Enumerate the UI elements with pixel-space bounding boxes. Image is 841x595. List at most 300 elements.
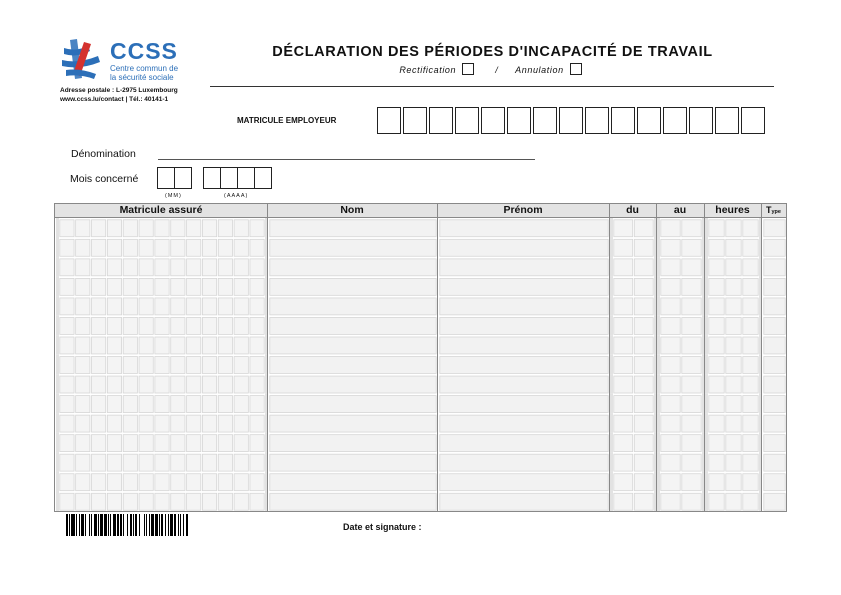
cell-matricule[interactable]	[91, 396, 105, 413]
cell-matricule[interactable]	[202, 415, 216, 432]
cell-matricule[interactable]	[123, 337, 137, 354]
cell-du[interactable]	[614, 298, 633, 315]
cell-heures[interactable]	[709, 259, 724, 276]
cell-matricule[interactable]	[139, 493, 153, 510]
cell-matricule[interactable]	[76, 454, 90, 471]
cell-matricule[interactable]	[123, 220, 137, 237]
cell-matricule[interactable]	[107, 435, 121, 452]
cell-matricule[interactable]	[123, 454, 137, 471]
cell-heures[interactable]	[726, 493, 741, 510]
cell-du[interactable]	[634, 220, 653, 237]
month-boxes[interactable]	[157, 167, 191, 189]
cell-matricule[interactable]	[171, 493, 185, 510]
cell-matricule[interactable]	[60, 493, 74, 510]
cell-matricule[interactable]	[187, 396, 201, 413]
cell-matricule[interactable]	[187, 435, 201, 452]
cell-du[interactable]	[614, 317, 633, 334]
cell-matricule[interactable]	[155, 454, 169, 471]
cell-matricule[interactable]	[171, 278, 185, 295]
cell-matricule[interactable]	[250, 415, 264, 432]
employer-matricule-box[interactable]	[377, 107, 401, 134]
cell-type[interactable]	[764, 435, 785, 452]
cell-prenom[interactable]	[440, 454, 608, 471]
cell-matricule[interactable]	[60, 337, 74, 354]
cell-matricule[interactable]	[60, 357, 74, 374]
cell-au[interactable]	[682, 396, 701, 413]
cell-matricule[interactable]	[76, 396, 90, 413]
cell-heures[interactable]	[726, 474, 741, 491]
cell-prenom[interactable]	[440, 239, 608, 256]
cell-matricule[interactable]	[60, 220, 74, 237]
cell-matricule[interactable]	[234, 337, 248, 354]
cell-type[interactable]	[764, 278, 785, 295]
cell-du[interactable]	[614, 493, 633, 510]
cell-du[interactable]	[634, 317, 653, 334]
cell-au[interactable]	[682, 220, 701, 237]
cell-matricule[interactable]	[171, 474, 185, 491]
cell-type[interactable]	[764, 259, 785, 276]
cell-matricule[interactable]	[234, 357, 248, 374]
annulation-checkbox[interactable]	[570, 63, 582, 75]
employer-matricule-box[interactable]	[507, 107, 531, 134]
cell-matricule[interactable]	[91, 278, 105, 295]
cell-heures[interactable]	[709, 454, 724, 471]
cell-au[interactable]	[682, 474, 701, 491]
cell-matricule[interactable]	[76, 357, 90, 374]
cell-du[interactable]	[614, 396, 633, 413]
cell-matricule[interactable]	[107, 337, 121, 354]
cell-matricule[interactable]	[202, 337, 216, 354]
cell-au[interactable]	[661, 239, 680, 256]
cell-matricule[interactable]	[155, 435, 169, 452]
cell-heures[interactable]	[726, 239, 741, 256]
cell-matricule[interactable]	[155, 376, 169, 393]
cell-type[interactable]	[764, 376, 785, 393]
cell-matricule[interactable]	[171, 435, 185, 452]
employer-matricule-box[interactable]	[689, 107, 713, 134]
employer-matricule-box[interactable]	[533, 107, 557, 134]
cell-au[interactable]	[682, 415, 701, 432]
cell-type[interactable]	[764, 493, 785, 510]
cell-au[interactable]	[682, 298, 701, 315]
cell-matricule[interactable]	[171, 317, 185, 334]
cell-heures[interactable]	[726, 435, 741, 452]
cell-heures[interactable]	[743, 220, 758, 237]
cell-heures[interactable]	[709, 278, 724, 295]
cell-matricule[interactable]	[187, 239, 201, 256]
cell-matricule[interactable]	[250, 317, 264, 334]
cell-matricule[interactable]	[234, 493, 248, 510]
cell-matricule[interactable]	[218, 259, 232, 276]
cell-matricule[interactable]	[76, 337, 90, 354]
cell-prenom[interactable]	[440, 493, 608, 510]
cell-nom[interactable]	[270, 493, 436, 510]
cell-au[interactable]	[682, 435, 701, 452]
cell-matricule[interactable]	[139, 278, 153, 295]
cell-matricule[interactable]	[123, 317, 137, 334]
cell-matricule[interactable]	[187, 259, 201, 276]
cell-au[interactable]	[661, 454, 680, 471]
cell-matricule[interactable]	[218, 239, 232, 256]
cell-matricule[interactable]	[123, 415, 137, 432]
cell-nom[interactable]	[270, 317, 436, 334]
cell-matricule[interactable]	[250, 337, 264, 354]
cell-matricule[interactable]	[171, 220, 185, 237]
cell-type[interactable]	[764, 239, 785, 256]
cell-matricule[interactable]	[218, 357, 232, 374]
cell-matricule[interactable]	[123, 435, 137, 452]
cell-matricule[interactable]	[91, 454, 105, 471]
cell-type[interactable]	[764, 337, 785, 354]
cell-type[interactable]	[764, 415, 785, 432]
cell-heures[interactable]	[726, 376, 741, 393]
cell-matricule[interactable]	[139, 396, 153, 413]
cell-matricule[interactable]	[60, 474, 74, 491]
cell-au[interactable]	[661, 317, 680, 334]
cell-au[interactable]	[661, 415, 680, 432]
employer-matricule-box[interactable]	[429, 107, 453, 134]
cell-matricule[interactable]	[155, 278, 169, 295]
cell-matricule[interactable]	[155, 415, 169, 432]
cell-matricule[interactable]	[202, 278, 216, 295]
employer-matricule-box[interactable]	[559, 107, 583, 134]
cell-du[interactable]	[614, 357, 633, 374]
cell-matricule[interactable]	[107, 239, 121, 256]
cell-matricule[interactable]	[123, 357, 137, 374]
cell-matricule[interactable]	[187, 474, 201, 491]
employer-matricule-box[interactable]	[455, 107, 479, 134]
cell-du[interactable]	[634, 357, 653, 374]
year-boxes[interactable]	[203, 167, 271, 189]
cell-matricule[interactable]	[91, 415, 105, 432]
cell-au[interactable]	[682, 454, 701, 471]
cell-prenom[interactable]	[440, 396, 608, 413]
cell-matricule[interactable]	[187, 298, 201, 315]
cell-matricule[interactable]	[76, 239, 90, 256]
cell-matricule[interactable]	[60, 278, 74, 295]
cell-matricule[interactable]	[91, 337, 105, 354]
cell-matricule[interactable]	[171, 454, 185, 471]
cell-heures[interactable]	[709, 396, 724, 413]
cell-matricule[interactable]	[250, 474, 264, 491]
employer-matricule-box[interactable]	[481, 107, 505, 134]
cell-heures[interactable]	[726, 337, 741, 354]
cell-du[interactable]	[614, 435, 633, 452]
cell-heures[interactable]	[743, 396, 758, 413]
cell-heures[interactable]	[709, 317, 724, 334]
cell-matricule[interactable]	[218, 493, 232, 510]
cell-matricule[interactable]	[171, 259, 185, 276]
cell-matricule[interactable]	[91, 376, 105, 393]
cell-matricule[interactable]	[218, 376, 232, 393]
cell-au[interactable]	[682, 278, 701, 295]
cell-nom[interactable]	[270, 259, 436, 276]
cell-matricule[interactable]	[202, 259, 216, 276]
cell-au[interactable]	[682, 317, 701, 334]
cell-matricule[interactable]	[202, 239, 216, 256]
cell-type[interactable]	[764, 396, 785, 413]
cell-heures[interactable]	[709, 493, 724, 510]
cell-matricule[interactable]	[202, 298, 216, 315]
cell-matricule[interactable]	[250, 435, 264, 452]
employer-matricule-box[interactable]	[663, 107, 687, 134]
cell-heures[interactable]	[743, 239, 758, 256]
cell-matricule[interactable]	[123, 239, 137, 256]
cell-prenom[interactable]	[440, 259, 608, 276]
cell-matricule[interactable]	[187, 278, 201, 295]
cell-au[interactable]	[682, 259, 701, 276]
cell-matricule[interactable]	[250, 357, 264, 374]
cell-prenom[interactable]	[440, 474, 608, 491]
cell-matricule[interactable]	[218, 220, 232, 237]
employer-matricule-box[interactable]	[715, 107, 739, 134]
cell-matricule[interactable]	[107, 298, 121, 315]
cell-matricule[interactable]	[76, 259, 90, 276]
cell-matricule[interactable]	[155, 337, 169, 354]
cell-prenom[interactable]	[440, 278, 608, 295]
cell-heures[interactable]	[743, 259, 758, 276]
cell-du[interactable]	[614, 220, 633, 237]
cell-nom[interactable]	[270, 474, 436, 491]
cell-matricule[interactable]	[202, 435, 216, 452]
cell-nom[interactable]	[270, 454, 436, 471]
cell-matricule[interactable]	[234, 474, 248, 491]
cell-heures[interactable]	[726, 220, 741, 237]
cell-matricule[interactable]	[91, 298, 105, 315]
cell-au[interactable]	[661, 337, 680, 354]
cell-matricule[interactable]	[218, 396, 232, 413]
cell-matricule[interactable]	[202, 317, 216, 334]
cell-matricule[interactable]	[250, 454, 264, 471]
cell-heures[interactable]	[709, 435, 724, 452]
cell-matricule[interactable]	[155, 220, 169, 237]
cell-matricule[interactable]	[123, 376, 137, 393]
cell-matricule[interactable]	[155, 298, 169, 315]
cell-matricule[interactable]	[250, 259, 264, 276]
cell-matricule[interactable]	[60, 396, 74, 413]
cell-matricule[interactable]	[234, 415, 248, 432]
cell-matricule[interactable]	[139, 357, 153, 374]
cell-matricule[interactable]	[202, 454, 216, 471]
cell-au[interactable]	[661, 259, 680, 276]
cell-heures[interactable]	[726, 278, 741, 295]
cell-matricule[interactable]	[107, 220, 121, 237]
cell-matricule[interactable]	[91, 357, 105, 374]
cell-matricule[interactable]	[139, 435, 153, 452]
cell-matricule[interactable]	[107, 357, 121, 374]
employer-matricule-box[interactable]	[585, 107, 609, 134]
cell-nom[interactable]	[270, 357, 436, 374]
cell-heures[interactable]	[743, 415, 758, 432]
cell-du[interactable]	[634, 396, 653, 413]
cell-matricule[interactable]	[250, 376, 264, 393]
cell-nom[interactable]	[270, 396, 436, 413]
cell-heures[interactable]	[709, 220, 724, 237]
cell-matricule[interactable]	[155, 239, 169, 256]
cell-prenom[interactable]	[440, 435, 608, 452]
cell-matricule[interactable]	[202, 493, 216, 510]
cell-nom[interactable]	[270, 220, 436, 237]
cell-heures[interactable]	[726, 415, 741, 432]
cell-matricule[interactable]	[60, 259, 74, 276]
cell-type[interactable]	[764, 317, 785, 334]
cell-du[interactable]	[614, 454, 633, 471]
cell-matricule[interactable]	[60, 435, 74, 452]
cell-matricule[interactable]	[234, 454, 248, 471]
cell-matricule[interactable]	[60, 298, 74, 315]
cell-matricule[interactable]	[234, 376, 248, 393]
cell-matricule[interactable]	[139, 220, 153, 237]
cell-du[interactable]	[634, 298, 653, 315]
cell-matricule[interactable]	[107, 317, 121, 334]
cell-du[interactable]	[614, 239, 633, 256]
employer-matricule-box[interactable]	[403, 107, 427, 134]
cell-au[interactable]	[661, 396, 680, 413]
cell-matricule[interactable]	[218, 474, 232, 491]
cell-matricule[interactable]	[234, 239, 248, 256]
cell-matricule[interactable]	[171, 396, 185, 413]
cell-matricule[interactable]	[91, 435, 105, 452]
cell-nom[interactable]	[270, 337, 436, 354]
cell-matricule[interactable]	[234, 435, 248, 452]
cell-matricule[interactable]	[139, 474, 153, 491]
cell-au[interactable]	[682, 376, 701, 393]
cell-heures[interactable]	[743, 357, 758, 374]
cell-du[interactable]	[634, 259, 653, 276]
cell-matricule[interactable]	[123, 278, 137, 295]
cell-au[interactable]	[661, 376, 680, 393]
cell-matricule[interactable]	[234, 317, 248, 334]
cell-heures[interactable]	[709, 474, 724, 491]
cell-heures[interactable]	[709, 239, 724, 256]
cell-au[interactable]	[682, 357, 701, 374]
cell-matricule[interactable]	[155, 317, 169, 334]
cell-matricule[interactable]	[202, 396, 216, 413]
cell-matricule[interactable]	[123, 298, 137, 315]
cell-du[interactable]	[614, 337, 633, 354]
cell-matricule[interactable]	[91, 220, 105, 237]
cell-type[interactable]	[764, 454, 785, 471]
cell-matricule[interactable]	[171, 239, 185, 256]
cell-matricule[interactable]	[202, 220, 216, 237]
cell-matricule[interactable]	[107, 259, 121, 276]
cell-matricule[interactable]	[187, 337, 201, 354]
cell-nom[interactable]	[270, 435, 436, 452]
cell-matricule[interactable]	[187, 220, 201, 237]
cell-matricule[interactable]	[171, 357, 185, 374]
cell-matricule[interactable]	[76, 298, 90, 315]
cell-au[interactable]	[661, 220, 680, 237]
cell-matricule[interactable]	[60, 239, 74, 256]
employer-matricule-box[interactable]	[637, 107, 661, 134]
cell-au[interactable]	[682, 493, 701, 510]
cell-au[interactable]	[682, 239, 701, 256]
cell-matricule[interactable]	[187, 357, 201, 374]
cell-matricule[interactable]	[60, 317, 74, 334]
cell-heures[interactable]	[709, 357, 724, 374]
cell-nom[interactable]	[270, 415, 436, 432]
cell-matricule[interactable]	[250, 396, 264, 413]
cell-matricule[interactable]	[139, 259, 153, 276]
cell-heures[interactable]	[743, 337, 758, 354]
cell-heures[interactable]	[709, 298, 724, 315]
cell-matricule[interactable]	[123, 259, 137, 276]
cell-matricule[interactable]	[155, 474, 169, 491]
cell-du[interactable]	[614, 376, 633, 393]
cell-matricule[interactable]	[234, 259, 248, 276]
cell-matricule[interactable]	[187, 415, 201, 432]
cell-matricule[interactable]	[91, 493, 105, 510]
cell-matricule[interactable]	[60, 454, 74, 471]
cell-matricule[interactable]	[250, 239, 264, 256]
cell-matricule[interactable]	[107, 474, 121, 491]
cell-heures[interactable]	[743, 493, 758, 510]
cell-type[interactable]	[764, 220, 785, 237]
cell-matricule[interactable]	[171, 376, 185, 393]
cell-du[interactable]	[634, 474, 653, 491]
cell-du[interactable]	[614, 474, 633, 491]
cell-matricule[interactable]	[234, 220, 248, 237]
cell-prenom[interactable]	[440, 317, 608, 334]
cell-matricule[interactable]	[107, 396, 121, 413]
cell-nom[interactable]	[270, 239, 436, 256]
cell-matricule[interactable]	[187, 317, 201, 334]
cell-matricule[interactable]	[139, 239, 153, 256]
cell-matricule[interactable]	[107, 376, 121, 393]
cell-matricule[interactable]	[123, 474, 137, 491]
cell-heures[interactable]	[743, 376, 758, 393]
cell-heures[interactable]	[743, 435, 758, 452]
cell-matricule[interactable]	[155, 493, 169, 510]
cell-matricule[interactable]	[139, 317, 153, 334]
cell-matricule[interactable]	[76, 474, 90, 491]
cell-matricule[interactable]	[171, 415, 185, 432]
employer-matricule-box[interactable]	[611, 107, 635, 134]
cell-heures[interactable]	[726, 396, 741, 413]
cell-matricule[interactable]	[76, 493, 90, 510]
cell-au[interactable]	[682, 337, 701, 354]
cell-heures[interactable]	[743, 278, 758, 295]
cell-heures[interactable]	[743, 454, 758, 471]
cell-au[interactable]	[661, 357, 680, 374]
cell-matricule[interactable]	[155, 396, 169, 413]
cell-matricule[interactable]	[187, 454, 201, 471]
cell-du[interactable]	[614, 278, 633, 295]
cell-au[interactable]	[661, 493, 680, 510]
cell-matricule[interactable]	[187, 493, 201, 510]
employer-matricule-boxes[interactable]	[377, 107, 767, 134]
cell-du[interactable]	[634, 376, 653, 393]
cell-matricule[interactable]	[171, 298, 185, 315]
cell-prenom[interactable]	[440, 415, 608, 432]
cell-matricule[interactable]	[171, 337, 185, 354]
cell-matricule[interactable]	[250, 493, 264, 510]
cell-matricule[interactable]	[187, 376, 201, 393]
denomination-field[interactable]	[158, 159, 535, 160]
cell-matricule[interactable]	[107, 493, 121, 510]
cell-matricule[interactable]	[76, 220, 90, 237]
cell-matricule[interactable]	[91, 317, 105, 334]
cell-matricule[interactable]	[60, 376, 74, 393]
cell-matricule[interactable]	[107, 278, 121, 295]
cell-heures[interactable]	[726, 357, 741, 374]
cell-matricule[interactable]	[76, 435, 90, 452]
cell-heures[interactable]	[709, 376, 724, 393]
cell-matricule[interactable]	[218, 454, 232, 471]
cell-prenom[interactable]	[440, 298, 608, 315]
cell-matricule[interactable]	[218, 415, 232, 432]
cell-matricule[interactable]	[139, 454, 153, 471]
